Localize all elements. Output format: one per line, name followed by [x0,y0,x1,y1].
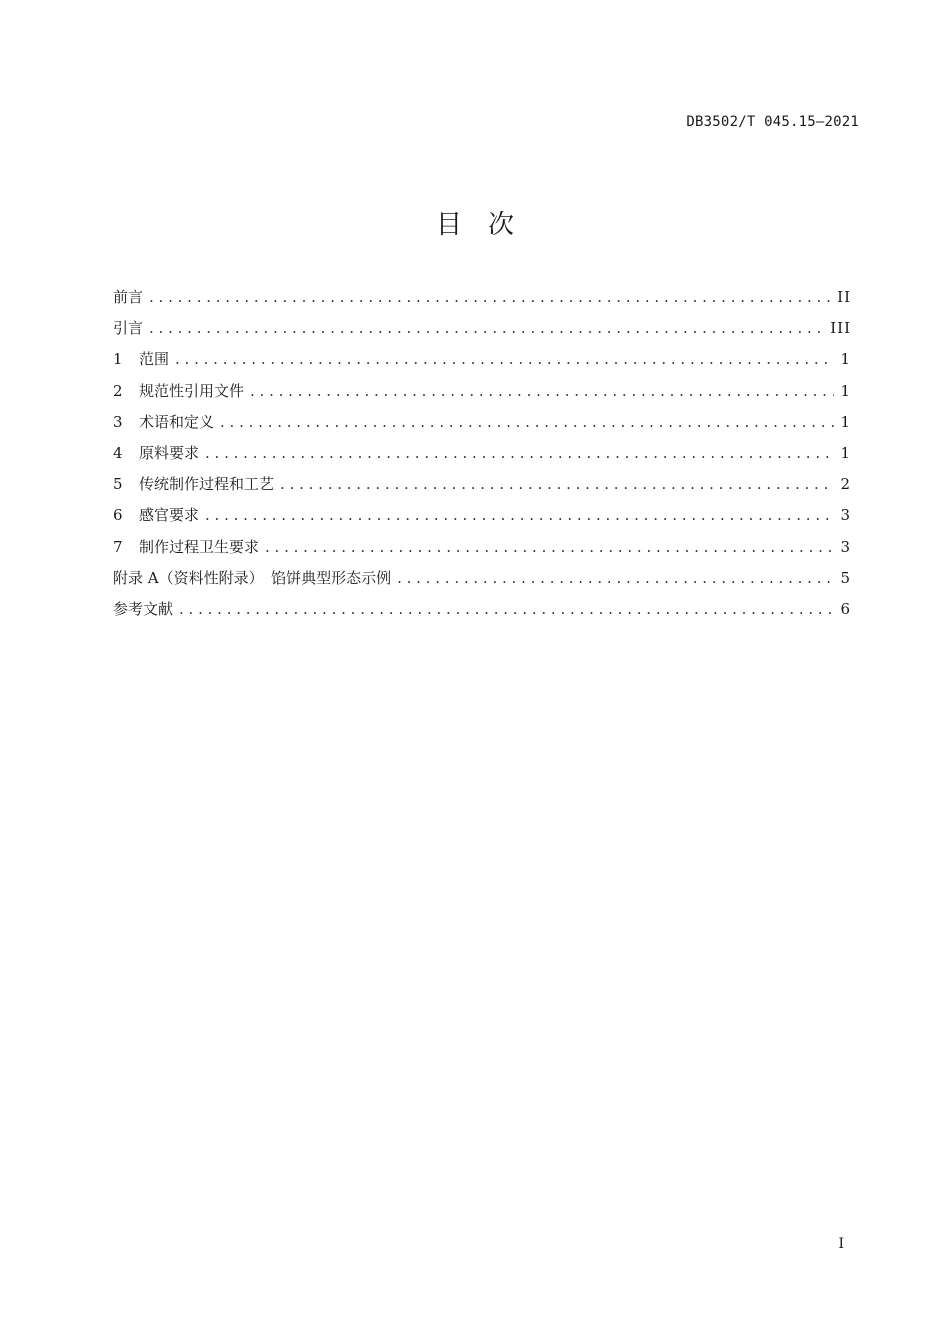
toc-entry-introduction[interactable] [113,313,851,344]
toc-entry-label: 前言 [113,288,144,306]
toc-dot-leader [179,594,834,625]
toc-entry-number: 6 [113,506,123,525]
toc-dot-leader [280,469,834,500]
toc-dot-leader [175,344,834,375]
toc-entry-label: 感官要求 [139,506,200,525]
toc-entry-number: 1 [113,350,123,369]
toc-entry-page: II [837,288,851,306]
toc-entry-number: 7 [113,537,123,556]
toc-entry-number: 4 [113,443,123,462]
toc-entry-sensory-requirements[interactable] [113,500,851,531]
toc-entry-page: 1 [840,381,851,400]
toc-entry-foreword[interactable] [113,282,851,313]
toc-entry-label: 附录 A（资料性附录） 馅饼典型形态示例 [113,568,392,587]
toc-entry-page: 6 [840,599,851,618]
toc-entry-page: III [830,319,851,338]
toc-entry-raw-materials[interactable] [113,438,851,469]
toc-entry-traditional-process[interactable] [113,469,851,500]
toc-dot-leader [149,313,824,344]
toc-dot-leader [265,532,834,563]
toc-dot-leader [205,438,834,469]
toc-dot-leader [205,500,834,531]
toc-entry-number: 2 [113,381,123,400]
toc-dot-leader [220,407,834,438]
toc-entry-page: 1 [840,350,851,369]
table-of-contents [113,282,851,625]
toc-entry-page: 2 [840,475,851,494]
toc-entry-label: 规范性引用文件 [139,381,245,400]
page-number: I [838,1236,844,1252]
toc-entry-page: 3 [840,537,851,556]
toc-entry-number: 3 [113,412,123,431]
toc-entry-scope[interactable] [113,344,851,375]
toc-entry-label: 术语和定义 [139,412,215,431]
toc-dot-leader [149,282,831,313]
toc-entry-page: 3 [840,506,851,525]
toc-entry-terms-definitions[interactable] [113,407,851,438]
toc-entry-label: 参考文献 [113,599,174,618]
toc-entry-label: 制作过程卫生要求 [139,537,260,556]
toc-entry-bibliography[interactable] [113,594,851,625]
toc-entry-page: 1 [840,443,851,462]
document-code: DB3502/T 045.15—2021 [686,114,859,130]
toc-entry-page: 1 [840,412,851,431]
toc-entry-label: 传统制作过程和工艺 [139,475,275,494]
toc-entry-appendix-a[interactable] [113,563,851,594]
toc-entry-page: 5 [840,568,851,587]
toc-dot-leader [250,376,834,407]
toc-title: 目次 [435,210,540,240]
toc-entry-number: 5 [113,475,123,494]
toc-entry-hygiene-requirements[interactable] [113,532,851,563]
toc-entry-normative-references[interactable] [113,376,851,407]
toc-entry-label: 范围 [139,350,170,369]
toc-entry-label: 引言 [113,319,144,338]
toc-dot-leader [397,563,834,594]
toc-entry-label: 原料要求 [139,443,200,462]
